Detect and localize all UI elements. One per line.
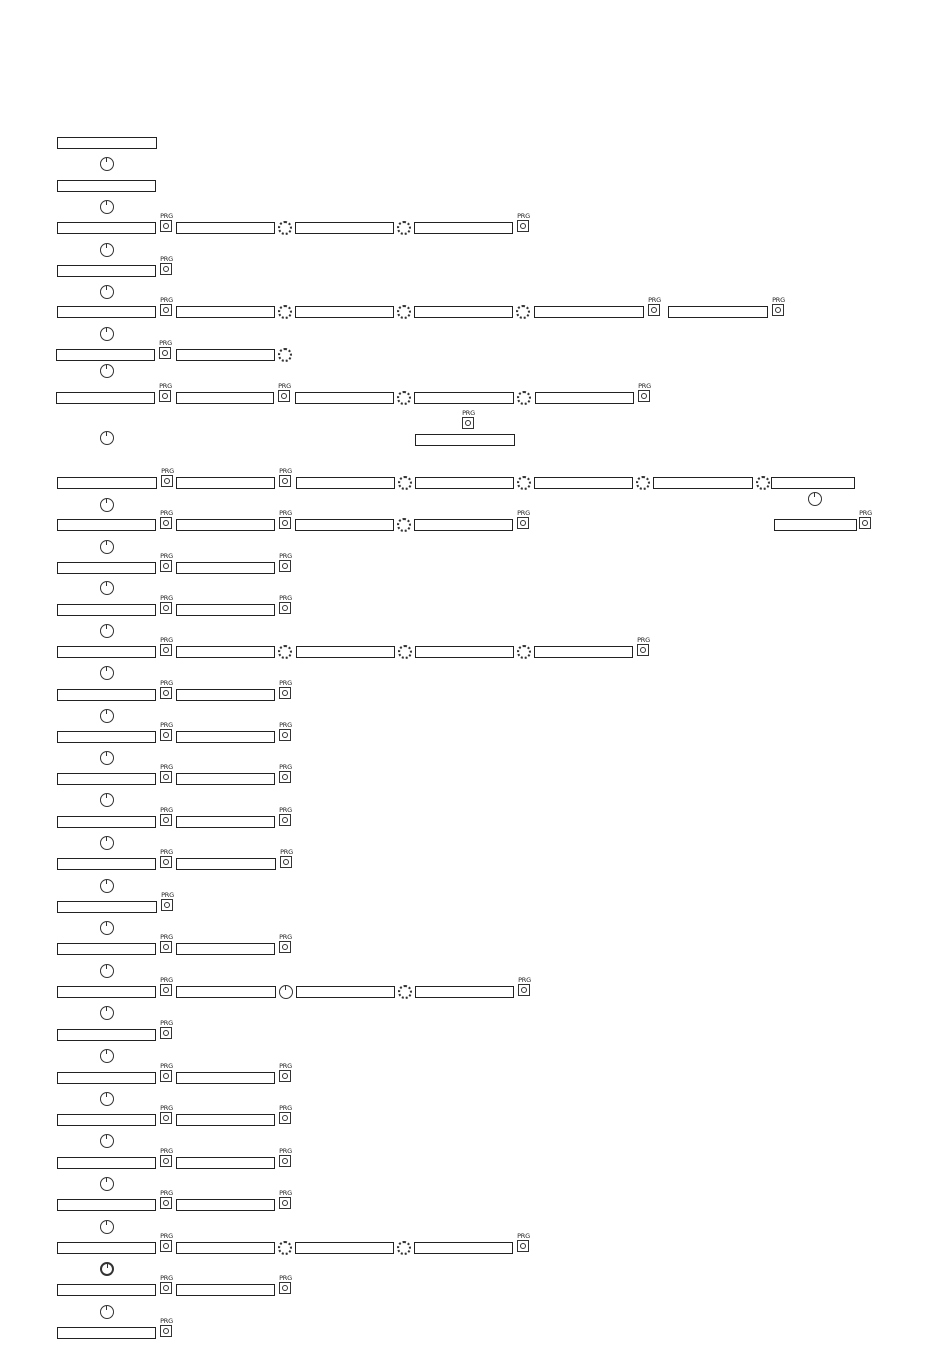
prg-button-icon	[279, 771, 291, 783]
dial-icon[interactable]	[756, 476, 770, 490]
input-field[interactable]	[57, 1029, 156, 1041]
prg-button-icon	[279, 560, 291, 572]
prg-button[interactable]	[159, 849, 174, 873]
input-field[interactable]	[176, 306, 275, 318]
prg-button[interactable]	[159, 680, 174, 704]
knob-icon[interactable]	[100, 709, 114, 723]
prg-button[interactable]	[159, 1148, 174, 1172]
input-field[interactable]	[414, 519, 513, 531]
prg-button[interactable]	[278, 1275, 293, 1299]
prg-label: PRG	[160, 1317, 173, 1325]
knob-icon[interactable]	[100, 540, 114, 554]
prg-button-icon	[160, 304, 172, 316]
input-field[interactable]	[176, 1114, 275, 1126]
prg-button-icon	[160, 1112, 172, 1124]
prg-button-icon	[160, 644, 172, 656]
prg-button[interactable]	[278, 807, 293, 831]
prg-button[interactable]	[278, 1063, 293, 1087]
prg-label: PRG	[160, 806, 173, 814]
input-field[interactable]	[653, 477, 753, 489]
input-field[interactable]	[176, 689, 275, 701]
prg-button-icon	[648, 304, 660, 316]
prg-label: PRG	[517, 1232, 530, 1240]
dial-icon[interactable]	[516, 305, 530, 319]
input-field[interactable]	[176, 1157, 275, 1169]
prg-label: PRG	[160, 296, 173, 304]
input-field[interactable]	[176, 349, 275, 361]
prg-button[interactable]	[516, 213, 531, 237]
input-field[interactable]	[295, 1242, 394, 1254]
input-field[interactable]	[534, 477, 633, 489]
prg-button-icon	[279, 1070, 291, 1082]
input-field[interactable]	[57, 265, 156, 277]
input-field[interactable]	[57, 858, 156, 870]
prg-button[interactable]	[637, 383, 652, 407]
input-field[interactable]	[176, 816, 275, 828]
input-field[interactable]	[176, 986, 276, 998]
input-field[interactable]	[57, 1072, 156, 1084]
prg-label: PRG	[279, 1062, 292, 1070]
input-field[interactable]	[57, 1284, 156, 1296]
prg-label: PRG	[279, 1104, 292, 1112]
prg-button[interactable]	[159, 934, 174, 958]
knob-icon[interactable]	[100, 157, 114, 171]
prg-button-icon	[160, 771, 172, 783]
prg-label: PRG	[638, 382, 651, 390]
prg-button[interactable]	[159, 297, 174, 321]
prg-button-icon	[280, 856, 292, 868]
prg-label: PRG	[462, 409, 475, 417]
prg-button-icon	[517, 220, 529, 232]
input-field[interactable]	[57, 180, 156, 192]
input-field[interactable]	[176, 1199, 275, 1211]
prg-button[interactable]	[159, 595, 174, 619]
knob-icon[interactable]	[100, 1092, 114, 1106]
input-field[interactable]	[296, 986, 395, 998]
prg-button[interactable]	[159, 722, 174, 746]
prg-button[interactable]	[858, 510, 873, 534]
prg-button[interactable]	[159, 637, 174, 661]
dial-icon[interactable]	[278, 305, 292, 319]
input-field[interactable]	[176, 646, 275, 658]
knob-icon[interactable]	[100, 921, 114, 935]
prg-label: PRG	[278, 382, 291, 390]
prg-button-icon	[279, 1112, 291, 1124]
prg-label: PRG	[279, 467, 292, 475]
knob-icon[interactable]	[100, 200, 114, 214]
input-field[interactable]	[56, 349, 155, 361]
dial-icon[interactable]	[517, 645, 531, 659]
prg-label: PRG	[772, 296, 785, 304]
knob-icon[interactable]	[100, 1134, 114, 1148]
prg-label: PRG	[159, 382, 172, 390]
prg-label: PRG	[160, 1147, 173, 1155]
input-field[interactable]	[57, 604, 156, 616]
prg-button[interactable]	[159, 510, 174, 534]
input-field[interactable]	[57, 1242, 156, 1254]
knob-icon[interactable]	[100, 666, 114, 680]
prg-button-icon	[160, 220, 172, 232]
prg-button-icon	[160, 687, 172, 699]
dial-icon[interactable]	[517, 391, 531, 405]
knob-icon[interactable]	[100, 1262, 114, 1276]
prg-button[interactable]	[278, 680, 293, 704]
input-field[interactable]	[176, 604, 275, 616]
dial-icon[interactable]	[278, 221, 292, 235]
prg-button[interactable]	[278, 553, 293, 577]
prg-button-icon	[160, 517, 172, 529]
dial-icon[interactable]	[517, 476, 531, 490]
prg-label: PRG	[648, 296, 661, 304]
knob-icon[interactable]	[100, 327, 114, 341]
dial-icon[interactable]	[398, 985, 412, 999]
input-field[interactable]	[57, 1199, 156, 1211]
prg-label: PRG	[160, 594, 173, 602]
prg-button[interactable]	[159, 977, 174, 1001]
dial-icon[interactable]	[397, 305, 411, 319]
prg-button-icon	[160, 856, 172, 868]
prg-button[interactable]	[771, 297, 786, 321]
prg-button-icon	[859, 517, 871, 529]
dial-icon[interactable]	[397, 518, 411, 532]
prg-label: PRG	[160, 976, 173, 984]
input-field[interactable]	[56, 392, 155, 404]
prg-button-icon	[278, 390, 290, 402]
prg-label: PRG	[160, 721, 173, 729]
input-field[interactable]	[771, 477, 855, 489]
prg-button[interactable]	[159, 213, 174, 237]
input-field[interactable]	[57, 222, 156, 234]
prg-button[interactable]	[278, 595, 293, 619]
prg-button-icon	[279, 517, 291, 529]
knob-icon[interactable]	[808, 492, 822, 506]
input-field[interactable]	[176, 519, 275, 531]
knob-icon[interactable]	[100, 581, 114, 595]
input-field[interactable]	[57, 689, 156, 701]
knob-icon[interactable]	[100, 243, 114, 257]
prg-button-icon	[279, 1282, 291, 1294]
prg-label: PRG	[517, 212, 530, 220]
prg-button[interactable]	[647, 297, 662, 321]
input-field[interactable]	[57, 1157, 156, 1169]
prg-label: PRG	[160, 1019, 173, 1027]
prg-button-icon	[279, 687, 291, 699]
knob-icon[interactable]	[100, 1177, 114, 1191]
prg-label: PRG	[160, 1062, 173, 1070]
prg-button-icon	[160, 1282, 172, 1294]
dial-icon[interactable]	[636, 476, 650, 490]
input-field[interactable]	[57, 477, 157, 489]
prg-label: PRG	[279, 552, 292, 560]
input-field[interactable]	[176, 477, 275, 489]
input-field[interactable]	[57, 519, 156, 531]
knob-icon[interactable]	[100, 751, 114, 765]
input-field[interactable]	[176, 222, 275, 234]
input-field[interactable]	[414, 222, 513, 234]
input-field[interactable]	[534, 306, 644, 318]
input-field[interactable]	[295, 306, 394, 318]
knob-icon[interactable]	[100, 879, 114, 893]
knob-icon[interactable]	[100, 964, 114, 978]
prg-button-icon	[160, 263, 172, 275]
dial-icon[interactable]	[397, 1241, 411, 1255]
knob-icon[interactable]	[279, 985, 293, 999]
prg-button[interactable]	[277, 383, 292, 407]
input-field[interactable]	[415, 986, 514, 998]
prg-label: PRG	[160, 212, 173, 220]
prg-button-icon	[159, 347, 171, 359]
prg-button-icon	[772, 304, 784, 316]
prg-button[interactable]	[159, 807, 174, 831]
input-field[interactable]	[176, 1072, 275, 1084]
knob-icon[interactable]	[100, 1305, 114, 1319]
input-field[interactable]	[295, 519, 394, 531]
prg-button-icon	[160, 941, 172, 953]
knob-icon[interactable]	[100, 624, 114, 638]
prg-label: PRG	[161, 467, 174, 475]
prg-button[interactable]	[160, 892, 175, 916]
prg-button-icon	[279, 475, 291, 487]
prg-button-icon	[160, 729, 172, 741]
prg-button[interactable]	[159, 1020, 174, 1044]
prg-label: PRG	[279, 594, 292, 602]
prg-button[interactable]	[159, 1233, 174, 1257]
input-field[interactable]	[57, 646, 156, 658]
prg-button-icon	[160, 1325, 172, 1337]
input-field[interactable]	[534, 646, 633, 658]
prg-label: PRG	[518, 976, 531, 984]
prg-label: PRG	[859, 509, 872, 517]
prg-button[interactable]	[279, 849, 294, 873]
prg-button-icon	[279, 1197, 291, 1209]
dial-icon[interactable]	[278, 1241, 292, 1255]
input-field[interactable]	[296, 646, 395, 658]
prg-label: PRG	[159, 339, 172, 347]
knob-icon[interactable]	[100, 285, 114, 299]
prg-label: PRG	[279, 509, 292, 517]
dial-icon[interactable]	[278, 645, 292, 659]
prg-button-icon	[279, 1155, 291, 1167]
prg-button-icon	[518, 984, 530, 996]
input-field[interactable]	[415, 477, 514, 489]
prg-button[interactable]	[159, 1275, 174, 1299]
prg-button-icon	[462, 417, 474, 429]
prg-button[interactable]	[636, 637, 651, 661]
prg-button-icon	[638, 390, 650, 402]
prg-label: PRG	[279, 806, 292, 814]
input-field[interactable]	[535, 392, 634, 404]
prg-button-icon	[160, 1197, 172, 1209]
prg-button-icon	[160, 814, 172, 826]
input-field[interactable]	[57, 816, 156, 828]
knob-icon[interactable]	[100, 836, 114, 850]
prg-label: PRG	[160, 848, 173, 856]
prg-button[interactable]	[159, 1063, 174, 1087]
prg-label: PRG	[160, 763, 173, 771]
input-field[interactable]	[176, 731, 275, 743]
prg-button[interactable]	[278, 764, 293, 788]
prg-button[interactable]	[278, 722, 293, 746]
dial-icon[interactable]	[398, 645, 412, 659]
prg-label: PRG	[160, 636, 173, 644]
input-field[interactable]	[414, 392, 514, 404]
prg-button[interactable]	[517, 977, 532, 1001]
prg-button-icon	[160, 1240, 172, 1252]
prg-button[interactable]	[516, 510, 531, 534]
prg-label: PRG	[280, 848, 293, 856]
prg-button-icon	[160, 1155, 172, 1167]
input-field[interactable]	[57, 1114, 156, 1126]
prg-label: PRG	[160, 1189, 173, 1197]
input-field[interactable]	[295, 392, 394, 404]
input-field[interactable]	[774, 519, 857, 531]
input-field[interactable]	[176, 1284, 275, 1296]
prg-label: PRG	[160, 1274, 173, 1282]
prg-button-icon	[517, 517, 529, 529]
prg-button-icon	[160, 560, 172, 572]
input-field[interactable]	[415, 434, 515, 446]
prg-label: PRG	[161, 891, 174, 899]
prg-button-icon	[160, 1070, 172, 1082]
knob-icon[interactable]	[100, 431, 114, 445]
prg-button-icon	[279, 602, 291, 614]
input-field[interactable]	[57, 562, 156, 574]
prg-label: PRG	[160, 552, 173, 560]
prg-button[interactable]	[159, 256, 174, 280]
prg-label: PRG	[279, 1147, 292, 1155]
prg-label: PRG	[279, 1189, 292, 1197]
prg-button-icon	[279, 814, 291, 826]
input-field[interactable]	[57, 1327, 156, 1339]
prg-button-icon	[160, 602, 172, 614]
dial-icon[interactable]	[397, 221, 411, 235]
input-field[interactable]	[296, 477, 395, 489]
input-field[interactable]	[57, 137, 157, 149]
prg-button[interactable]	[278, 468, 293, 492]
knob-icon[interactable]	[100, 364, 114, 378]
prg-button[interactable]	[461, 410, 476, 434]
input-field[interactable]	[176, 392, 274, 404]
prg-label: PRG	[279, 763, 292, 771]
prg-button[interactable]	[278, 510, 293, 534]
prg-button-icon	[160, 984, 172, 996]
prg-label: PRG	[279, 933, 292, 941]
prg-button[interactable]	[159, 1190, 174, 1214]
prg-label: PRG	[160, 1232, 173, 1240]
prg-button-icon	[160, 1027, 172, 1039]
input-field[interactable]	[176, 1242, 275, 1254]
dial-icon[interactable]	[278, 348, 292, 362]
prg-label: PRG	[160, 679, 173, 687]
prg-button-icon	[161, 899, 173, 911]
prg-button[interactable]	[158, 383, 173, 407]
input-field[interactable]	[415, 646, 514, 658]
knob-icon[interactable]	[100, 793, 114, 807]
prg-label: PRG	[637, 636, 650, 644]
input-field[interactable]	[414, 306, 513, 318]
dial-icon[interactable]	[398, 476, 412, 490]
input-field[interactable]	[57, 306, 156, 318]
input-field[interactable]	[295, 222, 394, 234]
input-field[interactable]	[57, 943, 156, 955]
prg-button-icon	[637, 644, 649, 656]
prg-button[interactable]	[159, 1105, 174, 1129]
prg-button[interactable]	[278, 1148, 293, 1172]
dial-icon[interactable]	[397, 391, 411, 405]
prg-button[interactable]	[516, 1233, 531, 1257]
prg-button-icon	[159, 390, 171, 402]
prg-button-icon	[161, 475, 173, 487]
input-field[interactable]	[414, 1242, 513, 1254]
prg-button[interactable]	[158, 340, 173, 364]
input-field[interactable]	[176, 943, 275, 955]
knob-icon[interactable]	[100, 1006, 114, 1020]
prg-button[interactable]	[159, 1318, 174, 1342]
prg-button[interactable]	[278, 1190, 293, 1214]
prg-label: PRG	[160, 509, 173, 517]
input-field[interactable]	[57, 731, 156, 743]
input-field[interactable]	[668, 306, 768, 318]
prg-label: PRG	[279, 721, 292, 729]
prg-label: PRG	[160, 255, 173, 263]
prg-button[interactable]	[159, 553, 174, 577]
input-field[interactable]	[176, 858, 276, 870]
prg-button[interactable]	[278, 934, 293, 958]
prg-button-icon	[517, 1240, 529, 1252]
prg-button-icon	[279, 729, 291, 741]
prg-button-icon	[279, 941, 291, 953]
prg-label: PRG	[160, 933, 173, 941]
prg-button[interactable]	[159, 764, 174, 788]
prg-button[interactable]	[160, 468, 175, 492]
prg-label: PRG	[279, 1274, 292, 1282]
input-field[interactable]	[57, 773, 156, 785]
knob-icon[interactable]	[100, 1220, 114, 1234]
knob-icon[interactable]	[100, 498, 114, 512]
prg-label: PRG	[160, 1104, 173, 1112]
prg-label: PRG	[517, 509, 530, 517]
input-field[interactable]	[176, 773, 275, 785]
knob-icon[interactable]	[100, 1049, 114, 1063]
prg-button[interactable]	[278, 1105, 293, 1129]
prg-label: PRG	[279, 679, 292, 687]
input-field[interactable]	[176, 562, 275, 574]
input-field[interactable]	[57, 986, 156, 998]
input-field[interactable]	[57, 901, 157, 913]
